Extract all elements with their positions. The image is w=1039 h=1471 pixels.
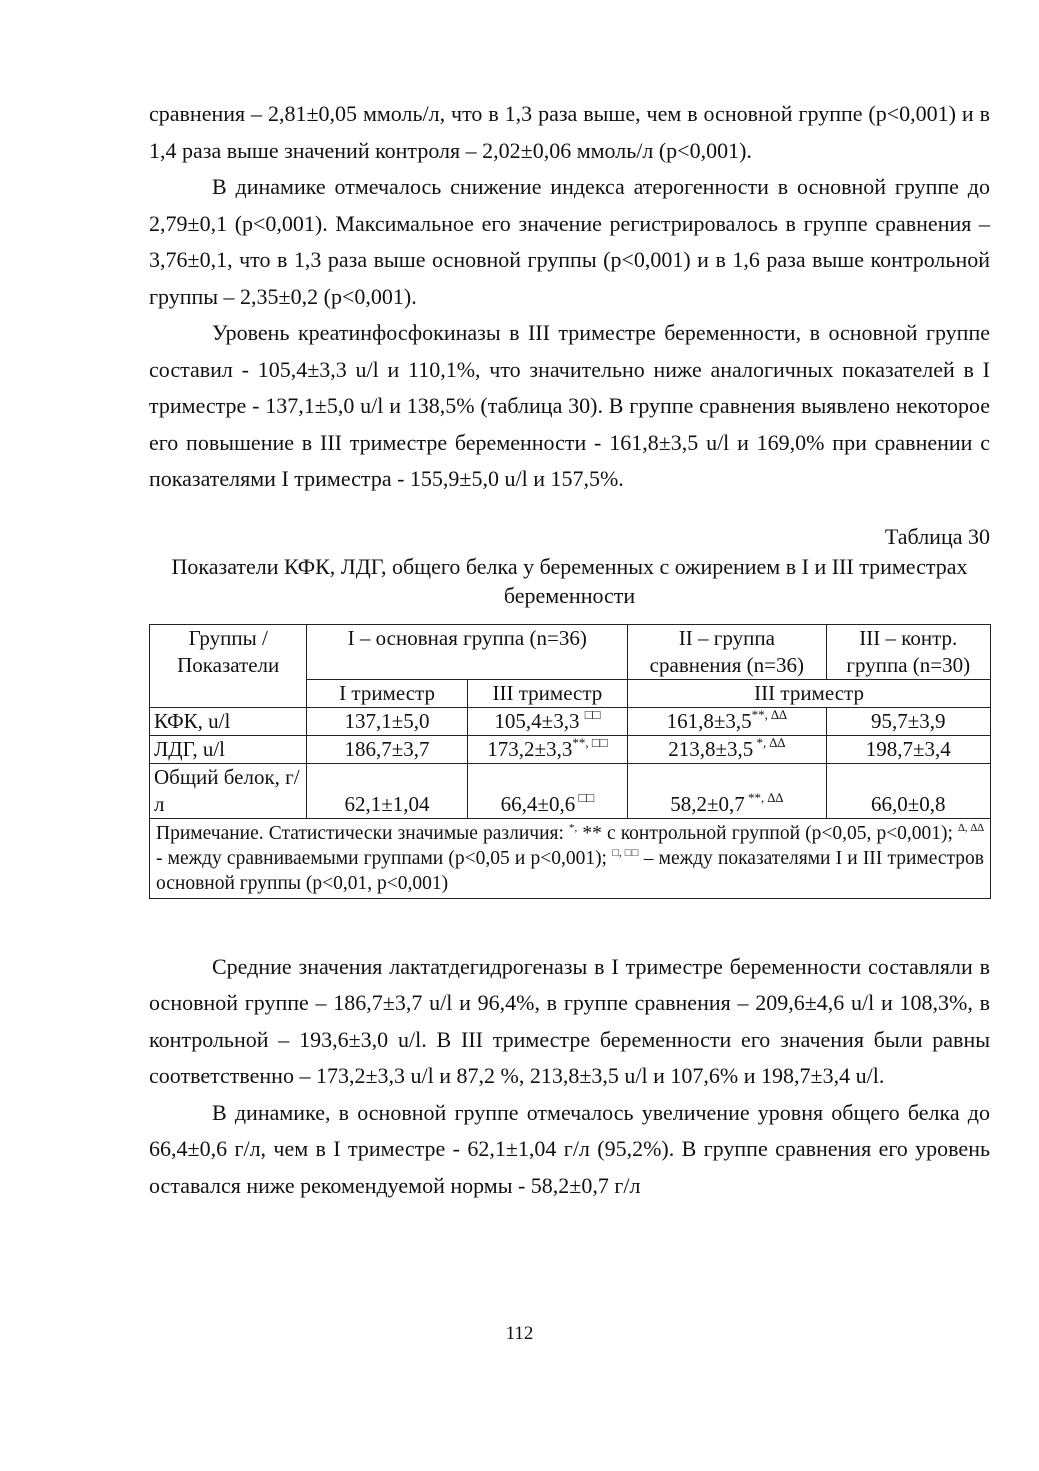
- document-page: [149, 96, 990, 1204]
- cell: 95,7±3,9: [826, 707, 990, 735]
- table-title: Показатели КФК, ЛДГ, общего белка у беременных с ожирением в I и III триместрах беременности: [171, 553, 968, 608]
- paragraph: В динамике отмечалось снижение индекса атерогенности в основной группе до 2,79±0,1 (р<0,001). Максимальное его значение регистрировалось в группе сравнения – 3,76±0,1, что в 1,3 раза выше основной группы (р<0,001) и в 1,6 раза выше контрольной группы – 2,35±0,2 (р<0,001).: [149, 174, 990, 309]
- trim3-header-b: III триместр: [628, 679, 991, 707]
- row-label: Общий белок, г/л: [150, 763, 307, 818]
- paragraph: Уровень креатинфосфокиназы в III триместре беременности, в основной группе составил - 105,4±3,3 u/l и 110,1%, что значительно ниже аналогичных показателей в I триместре - 137,1±5,0 u/l и 138,5% (таблица 30). В группе сравнения выявлено некоторое его повышение в III триместре беременности - 161,8±3,5 u/l и 169,0% при сравнении с показателями I триместра - 155,9±5,0 u/l и 157,5%.: [149, 320, 990, 491]
- paragraph: В динамике, в основной группе отмечалось увеличение уровня общего белка до 66,4±0,6 г/л, чем в I триместре - 62,1±1,04 г/л (95,2%). В группе сравнения его уровень оставался ниже рекомендуемой нормы - 58,2±0,7 г/л: [149, 1099, 990, 1198]
- table-row: [150, 707, 991, 735]
- table-row: [150, 763, 991, 818]
- cell: 62,1±1,04: [307, 763, 467, 818]
- cell: 198,7±3,4: [826, 735, 990, 763]
- trim3-header: III триместр: [467, 679, 627, 707]
- row-label: КФК, u/l: [150, 707, 307, 735]
- cell: 173,2±3,3**, □□: [467, 735, 627, 763]
- cell: 137,1±5,0: [307, 707, 467, 735]
- table-note: Примечание. Статистически значимые различия: *, ** с контрольной группой (р<0,05, р<0,001); ∆, ∆∆ - между сравниваемыми группами (р<0,05 и р<0,001); □, □□ – между показателями I и III триместров основной группы (р<0,01, р<0,001): [150, 818, 991, 898]
- group3-header: III – контр. группа (n=30): [826, 624, 990, 679]
- page-number: 112: [505, 1323, 534, 1344]
- paragraph: сравнения – 2,81±0,05 ммоль/л, что в 1,3 раза выше, чем в основной группе (р<0,001) и в 1,4 раза выше значений контроля – 2,02±0,06 ммоль/л (р<0,001).: [149, 101, 990, 163]
- group1-header: I – основная группа (n=36): [307, 624, 628, 679]
- trim1-header: I триместр: [307, 679, 467, 707]
- table-row: [150, 735, 991, 763]
- cell: 58,2±0,7 **, ∆∆: [628, 763, 826, 818]
- row-label: ЛДГ, u/l: [150, 735, 307, 763]
- cell: 66,4±0,6 □□: [467, 763, 627, 818]
- cell: 213,8±3,5 *, ∆∆: [628, 735, 826, 763]
- cell: 161,8±3,5**, ∆∆: [628, 707, 826, 735]
- cell: 105,4±3,3 □□: [467, 707, 627, 735]
- cell: 186,7±3,7: [307, 735, 467, 763]
- cell: 66,0±0,8: [826, 763, 990, 818]
- paragraph: Средние значения лактатдегидрогеназы в I триместре беременности составляли в основной группе – 186,7±3,7 u/l и 96,4%, в группе сравнения – 209,6±4,6 u/l и 108,3%, в контрольной – 193,6±3,0 u/l. В III триместре беременности его значения были равны соответственно – 173,2±3,3 u/l и 87,2 %, 213,8±3,5 u/l и 107,6% и 198,7±3,4 u/l.: [149, 953, 990, 1088]
- groups-header: Группы / Показатели: [150, 624, 307, 707]
- data-table: [149, 624, 991, 899]
- group2-header: II – группа сравнения (n=36): [628, 624, 826, 679]
- table-number: Таблица 30: [884, 523, 990, 549]
